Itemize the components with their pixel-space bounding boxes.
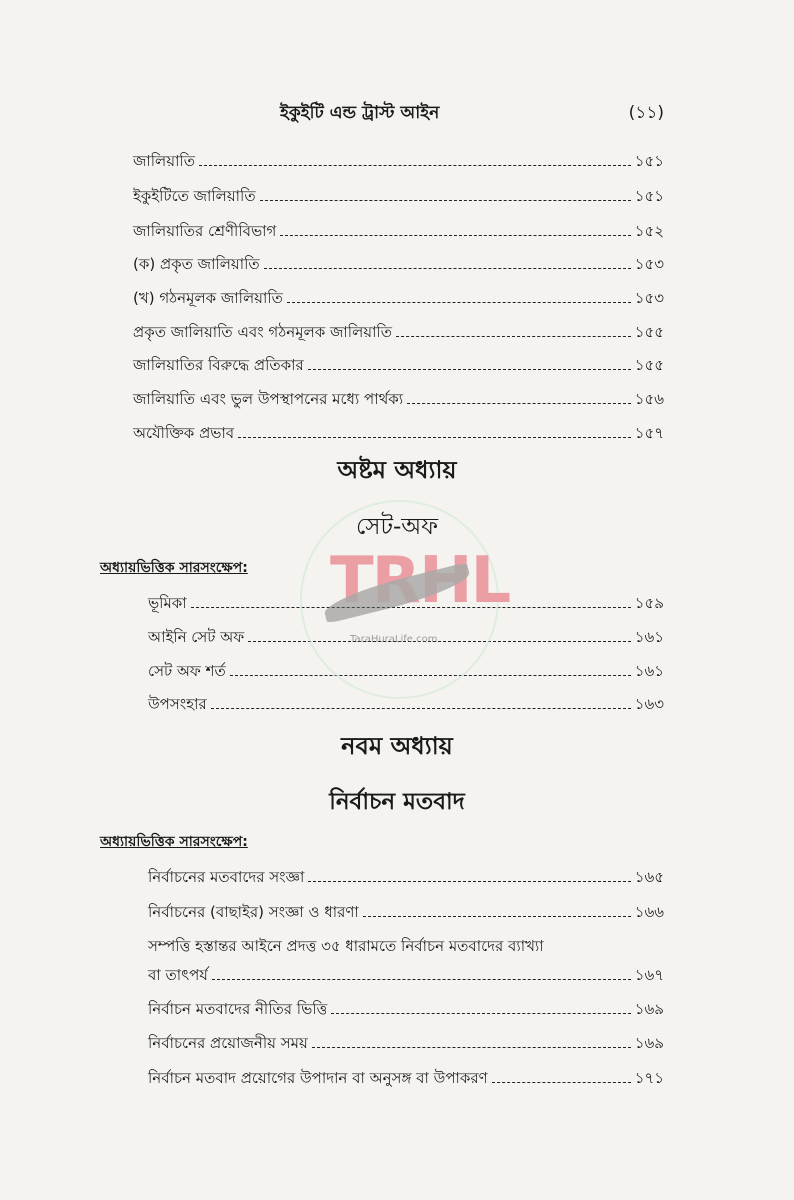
toc-entry[interactable] bbox=[148, 862, 664, 888]
running-header-page-number: (১১) bbox=[628, 103, 664, 123]
toc-entry-label: অযৌক্তিক প্রভাব bbox=[133, 424, 235, 442]
toc-entry[interactable] bbox=[133, 350, 664, 376]
dot-leader bbox=[211, 708, 631, 709]
toc-entry[interactable] bbox=[133, 249, 664, 275]
toc-entry-label-first-line: সম্পত্তি হস্তান্তর আইনে প্রদত্ত ৩৫ ধারামতে নির্বাচন মতবাদের ব্যাখ্যা bbox=[148, 937, 544, 955]
toc-entry-label: আইনি সেট অফ bbox=[148, 628, 245, 646]
toc-entry[interactable] bbox=[133, 384, 664, 410]
toc-entry-page: ১৬৬ bbox=[634, 903, 664, 921]
toc-entry-label: নির্বাচনের মতবাদের সংজ্ঞা bbox=[148, 868, 305, 886]
toc-entry-label: জালিয়াতির শ্রেণীবিভাগ bbox=[133, 222, 277, 240]
toc-entry-page: ১৭১ bbox=[634, 1069, 664, 1087]
toc-entry[interactable] bbox=[148, 960, 664, 986]
toc-entry-label: জালিয়াতি bbox=[133, 152, 195, 170]
toc-entry[interactable] bbox=[148, 689, 664, 715]
chapter-title: সেট-অফ bbox=[355, 514, 439, 540]
toc-entry-label: নির্বাচন মতবাদ প্রয়োগের উপাদান বা অনুসঙ্গ বা উপাকরণ bbox=[148, 1069, 488, 1087]
chapter-title: নির্বাচন মতবাদ bbox=[329, 789, 465, 815]
dot-leader bbox=[331, 1013, 631, 1014]
toc-entry[interactable] bbox=[148, 1028, 664, 1054]
toc-entry-label: (ক) প্রকৃত জালিয়াতি bbox=[133, 255, 260, 273]
dot-leader bbox=[492, 1082, 631, 1083]
toc-entry-page: ১৬৭ bbox=[634, 966, 664, 984]
toc-entry[interactable] bbox=[133, 317, 664, 343]
toc-entry[interactable] bbox=[133, 216, 664, 242]
toc-entry[interactable] bbox=[133, 418, 664, 444]
chapter-heading: অষ্টম অধ্যায় bbox=[337, 456, 457, 484]
toc-entry-page: ১৫১ bbox=[634, 187, 664, 205]
toc-entry[interactable] bbox=[148, 1063, 664, 1089]
toc-entry-page: ১৬৫ bbox=[634, 868, 664, 886]
toc-entry-page: ১৬১ bbox=[634, 662, 664, 680]
toc-entry[interactable] bbox=[148, 897, 664, 923]
toc-entry-label: (খ) গঠনমূলক জালিয়াতি bbox=[133, 289, 283, 307]
watermark-url: TaraHuraLife.com bbox=[350, 634, 438, 645]
toc-entry[interactable] bbox=[148, 622, 664, 648]
dot-leader bbox=[280, 235, 630, 236]
toc-entry-page: ১৫৩ bbox=[634, 255, 664, 273]
toc-entry-page: ১৫৬ bbox=[634, 390, 664, 408]
toc-entry[interactable] bbox=[148, 656, 664, 682]
toc-entry-page: ১৬১ bbox=[634, 628, 664, 646]
toc-entry-label: নির্বাচনের প্রয়োজনীয় সময় bbox=[148, 1034, 308, 1052]
dot-leader bbox=[312, 1047, 631, 1048]
dot-leader bbox=[308, 881, 630, 882]
dot-leader bbox=[396, 336, 631, 337]
toc-entry-page: ১৫৫ bbox=[634, 323, 664, 341]
toc-entry[interactable] bbox=[133, 283, 664, 309]
toc-entry-page: ১৫৯ bbox=[634, 594, 664, 612]
toc-entry-label: নির্বাচন মতবাদের নীতির ভিত্তি bbox=[148, 1000, 328, 1018]
toc-entry[interactable] bbox=[133, 146, 664, 172]
dot-leader bbox=[407, 403, 631, 404]
dot-leader bbox=[363, 916, 631, 917]
toc-entry-page: ১৬৯ bbox=[634, 1034, 664, 1052]
toc-entry-label: ভূমিকা bbox=[148, 594, 187, 612]
toc-entry-page: ১৫৫ bbox=[634, 356, 664, 374]
chapter-heading: নবম অধ্যায় bbox=[341, 732, 453, 760]
toc-entry-page: ১৫২ bbox=[634, 222, 664, 240]
dot-leader bbox=[238, 437, 631, 438]
toc-entry[interactable] bbox=[133, 181, 664, 207]
toc-entry-label: সেট অফ শর্ত bbox=[148, 662, 226, 680]
dot-leader bbox=[260, 200, 631, 201]
dot-leader bbox=[264, 268, 631, 269]
toc-entry-label: ইকুইটিতে জালিয়াতি bbox=[133, 187, 256, 205]
toc-entry[interactable] bbox=[148, 994, 664, 1020]
toc-entry-label: বা তাৎপর্য bbox=[148, 966, 208, 984]
toc-entry-page: ১৬৯ bbox=[634, 1000, 664, 1018]
dot-leader bbox=[308, 369, 631, 370]
dot-leader bbox=[230, 675, 631, 676]
dot-leader bbox=[191, 607, 631, 608]
toc-entry-label: প্রকৃত জালিয়াতি এবং গঠনমূলক জালিয়াতি bbox=[133, 323, 392, 341]
dot-leader bbox=[248, 641, 631, 642]
dot-leader bbox=[287, 302, 631, 303]
chapter-summary-label: অধ্যায়ভিত্তিক সারসংক্ষেপ: bbox=[100, 834, 248, 850]
toc-entry[interactable] bbox=[148, 588, 664, 614]
dot-leader bbox=[212, 979, 631, 980]
toc-entry-page: ১৫৭ bbox=[634, 424, 664, 442]
watermark-logo: TRHL bbox=[330, 544, 510, 618]
toc-entry-label: জালিয়াতি এবং ভুল উপস্থাপনের মধ্যে পার্থক্য bbox=[133, 390, 404, 408]
chapter-summary-label: অধ্যায়ভিত্তিক সারসংক্ষেপ: bbox=[100, 560, 248, 576]
running-header-title: ইকুইটি এন্ড ট্রাস্ট আইন bbox=[280, 103, 440, 123]
toc-entry-label: নির্বাচনের (বাছাইর) সংজ্ঞা ও ধারণা bbox=[148, 903, 359, 921]
toc-entry-page: ১৫৩ bbox=[634, 289, 664, 307]
toc-entry-page: ১৫১ bbox=[634, 152, 664, 170]
toc-entry-label: উপসংহার bbox=[148, 695, 207, 713]
dot-leader bbox=[199, 165, 631, 166]
toc-entry-label: জালিয়াতির বিরুদ্ধে প্রতিকার bbox=[133, 356, 304, 374]
toc-entry-page: ১৬৩ bbox=[634, 695, 664, 713]
